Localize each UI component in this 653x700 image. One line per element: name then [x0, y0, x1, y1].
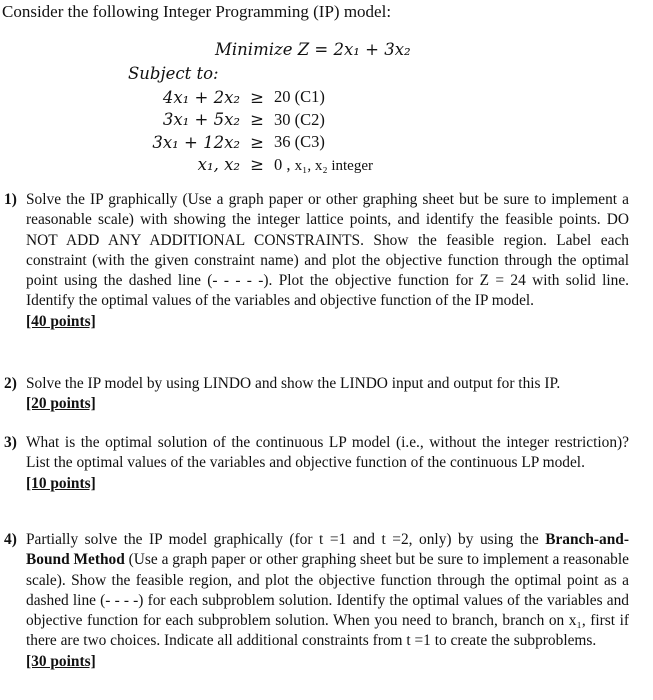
constraint-row [128, 109, 373, 132]
objective-function: Minimize Z = 2x₁ + 3x₂ [215, 40, 411, 59]
constraint-rhs [274, 154, 373, 177]
question-item [0, 374, 653, 415]
constraint-row [128, 86, 373, 109]
question-item [0, 433, 653, 494]
question-text: Partially solve the IP model graphically (for t =1 and t =2, only) by using the [26, 531, 546, 548]
question-number: 4) [4, 531, 17, 548]
question-text: Solve the IP graphically (Use a graph paper or other graphing sheet but be sure to implement a reasonable scale) with showing the integer lattice points, and identify the feasible points. DO NOT ADD ANY ADDITIONAL CONSTRAINTS. Show the feasible region. Label each constraint (with the given constraint name) and plot the objective function through the optimal point using the dashed line (- - - - -). Plot the objective function for Z = 24 with solid line. Identify the optimal values of the variables and objective function of the IP model. [26, 191, 629, 310]
question-text-bold: Branch-and-Bound Method [26, 531, 629, 569]
question-points: [10 points] [26, 474, 96, 492]
question-number: 2) [4, 375, 17, 392]
question-text: (Use a graph paper or other graphing sheet but be sure to implement a reasonable scale). Show the feasible region, and plot the objective function through the optimal point as a dashed line (- - - -) for each subproblem solution. Identify the optimal values of the variables and objective function for each subproblem solution. When you need to branch, branch on x₁, first if there are two choices. Indicate all additional constraints from t =1 to create the subproblems. [26, 551, 629, 650]
constraint-relation: ≥ [250, 87, 264, 107]
integer-restriction: x₁, x₂ integer [294, 157, 373, 174]
constraint-row [128, 131, 373, 154]
constraint-relation: ≥ [250, 155, 264, 175]
subject-to-label: Subject to: [128, 64, 219, 83]
constraint-relation: ≥ [250, 132, 264, 152]
constraint-relation: ≥ [250, 110, 264, 130]
constraint-lhs: 3x₁ + 5x₂ [162, 110, 240, 130]
intro-text: Consider the following Integer Programming (IP) model: [2, 2, 392, 21]
question-item [0, 190, 653, 332]
question-points: [20 points] [26, 395, 96, 413]
question-number: 3) [4, 434, 17, 451]
constraint-rhs: 30 (C2) [274, 109, 325, 129]
question-points: [40 points] [26, 312, 96, 330]
nonneg-value: 0 , [274, 154, 291, 174]
question-points: [30 points] [26, 652, 96, 670]
constraint-lhs: 4x₁ + 2x₂ [162, 87, 240, 107]
nonnegativity-row [128, 154, 373, 177]
constraint-rhs: 20 (C1) [274, 87, 325, 107]
constraints-table [128, 86, 373, 176]
constraint-lhs: 3x₁ + 12x₂ [152, 132, 240, 152]
question-text: What is the optimal solution of the continuous LP model (i.e., without the integer restriction)? List the optimal values of the variables and objective function of the continuous LP model. [26, 434, 629, 472]
constraint-lhs: x₁, x₂ [197, 155, 240, 175]
question-number: 1) [4, 191, 17, 208]
constraint-rhs: 36 (C3) [274, 132, 325, 152]
question-text: Solve the IP model by using LINDO and show the LINDO input and output for this IP. [26, 375, 561, 392]
question-item [0, 530, 653, 672]
